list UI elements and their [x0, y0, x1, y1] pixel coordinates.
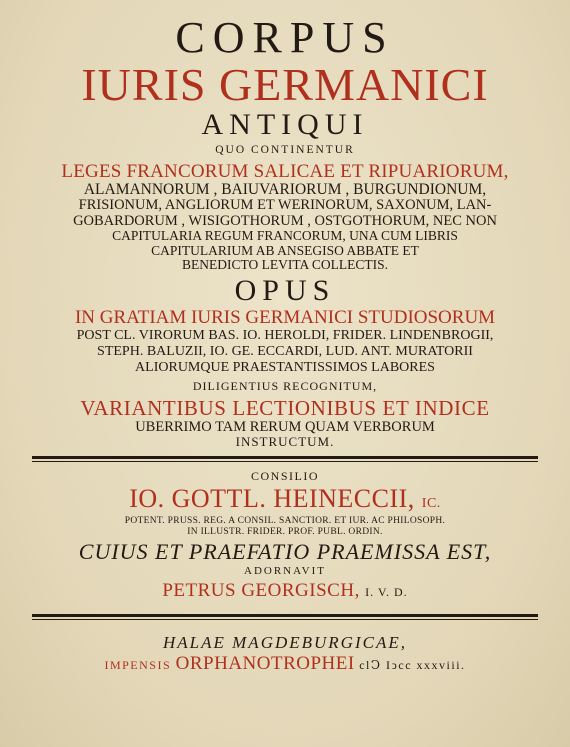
text-capitularium: CAPITULARIUM AB ANSEGISO ABBATE ET [151, 242, 419, 258]
divider-rule-top [32, 456, 538, 459]
text-consilio: CONSILIO [251, 469, 319, 483]
divider-rule-bottom [32, 614, 538, 617]
text-imprint [24, 654, 546, 673]
title-corpus: CORPUS [175, 13, 395, 62]
title-iuris-germanici: IURIS GERMANICI [81, 59, 489, 110]
text-cuius-et-praefatio: CUIUS ET PRAEFATIO PRAEMISSA EST, [78, 539, 492, 564]
text-heineccii-name: IO. GOTTL. HEINECCII, [129, 484, 415, 513]
text-uberrimo: UBERRIMO TAM RERUM QUAM VERBORUM [135, 418, 435, 435]
text-potent-pruss: POTENT. PRUSS. REG. A CONSIL. SANCTIOR. ET IUR. AC PHILOSOPH. [124, 516, 446, 526]
text-frisionum: FRISIONUM, ANGLIORUM ET WERINORUM, SAXONUM, LAN- [78, 197, 492, 213]
text-petrus-georgisch-suffix: I. V. D. [365, 585, 408, 599]
text-quo-continentur: QUO CONTINENTUR [215, 144, 355, 156]
text-variantibus: VARIANTIBUS LECTIONIBUS ET INDICE [80, 395, 490, 420]
title-opus: OPUS [234, 273, 336, 307]
text-steph-baluzii: STEPH. BALUZII, IO. GE. ECCARDI, LUD. ANT. MURATORII [97, 343, 473, 359]
text-leges-francorum: LEGES FRANCORUM SALICAE ET RIPUARIORUM, [61, 160, 509, 182]
text-aliorumque: ALIORUMQUE PRAESTANTISSIMOS LABORES [135, 359, 435, 375]
text-in-gratiam: IN GRATIAM IURIS GERMANICI STUDIOSORUM [74, 306, 496, 328]
text-year: clↃ Iↄcc xxxviii. [359, 658, 466, 672]
text-petrus-georgisch [24, 581, 546, 600]
text-instructum: INSTRUCTUM. [235, 434, 335, 449]
text-heineccii [24, 486, 546, 512]
text-alamannorum: ALAMANNORUM , BAIUVARIORUM , BURGUNDIONUM, [83, 180, 487, 198]
text-in-illustr: IN ILLUSTR. FRIDER. PROF. PUBL. ORDIN. [187, 526, 383, 537]
text-petrus-georgisch-name: PETRUS GEORGISCH, [162, 580, 360, 601]
divider-rule-top-thin [32, 461, 538, 462]
text-heineccii-suffix: IC. [421, 496, 441, 511]
text-impensis: IMPENSIS [104, 658, 172, 672]
text-diligentius: DILIGENTIUS RECOGNITUM, [192, 378, 378, 393]
text-capitularia: CAPITULARIA REGUM FRANCORUM, UNA CUM LIBRIS [112, 228, 458, 243]
divider-rule-bottom-thin [32, 619, 538, 620]
text-gobardorum: GOBARDORUM , WISIGOTHORUM , OSTGOTHORUM, NEC NON [73, 212, 497, 229]
title-antiqui: ANTIQUI [201, 108, 369, 141]
text-post-cl-virorum: POST CL. VIRORUM BAS. IO. HEROLDI, FRIDER. LINDENBROGII, [76, 327, 494, 343]
text-halae-magdeburgicae: HALAE MAGDEBURGICAE, [163, 633, 407, 652]
text-adornavit: ADORNAVIT [244, 565, 326, 577]
text-benedicto: BENEDICTO LEVITA COLLECTIS. [181, 257, 389, 272]
text-orphanotrophei: ORPHANOTROPHEI [175, 653, 355, 674]
